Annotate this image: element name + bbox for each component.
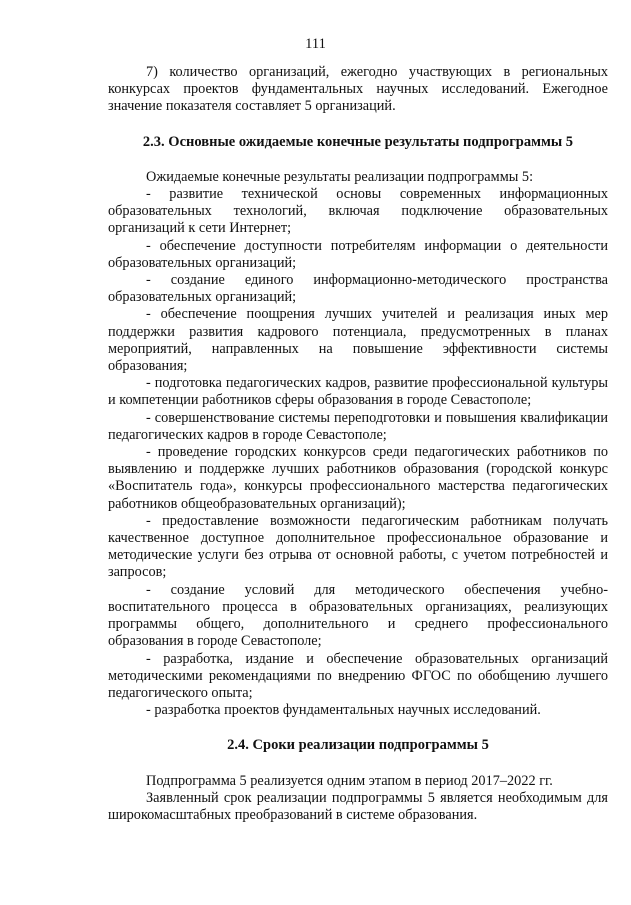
result-item: - обеспечение доступности потребителям информации о деятельности образовательных организаций; bbox=[108, 237, 608, 271]
result-item: - развитие технической основы современных информационных образовательных технологий, включая подключение образовательных организаций к сети Интернет; bbox=[108, 186, 608, 237]
result-item: - подготовка педагогических кадров, развитие профессиональной культуры и компетенции работников сферы образования в городе Севастополе; bbox=[108, 375, 608, 409]
result-item: - обеспечение поощрения лучших учителей и реализация иных мер поддержки развития кадрового потенциала, предусмотренных в планах мероприятий, направленных на повышение эффективности системы образования; bbox=[108, 306, 608, 375]
section-2-4-paragraph: Подпрограмма 5 реализуется одним этапом в период 2017–2022 гг. bbox=[146, 772, 553, 789]
section-2-3-lead: Ожидаемые конечные результаты реализации подпрограммы 5: bbox=[146, 168, 534, 185]
result-item: - разработка, издание и обеспечение образовательных организаций методическими рекомендациями по внедрению ФГОС по обобщению лучшего педагогического опыта; bbox=[108, 650, 608, 701]
result-item: - предоставление возможности педагогическим работникам получать качественное доступное дополнительное профессиональное образование и методические услуги без отрыва от основной работы, с учетом потребностей и запросов; bbox=[108, 512, 608, 581]
result-item: - создание единого информационно-методического пространства образовательных организаций; bbox=[108, 272, 608, 306]
result-item: - совершенствование системы переподготовки и повышения квалификации педагогических кадров в городе Севастополе; bbox=[108, 409, 608, 443]
result-item: - проведение городских конкурсов среди педагогических работников по выявлению и поддержке лучших работников образования (городской конкурс «Воспитатель года», конкурсы профессионального мастерства педагогических работников общеобразовательных организаций); bbox=[108, 444, 608, 512]
result-item: - разработка проектов фундаментальных научных исследований. bbox=[146, 702, 541, 719]
section-2-4-paragraph: Заявленный срок реализации подпрограммы 5 является необходимым для широкомасштабных преобразований в системе образования. bbox=[108, 789, 608, 823]
section-2-4-heading: 2.4. Сроки реализации подпрограммы 5 bbox=[227, 737, 489, 754]
intro-paragraph: 7) количество организаций, ежегодно участвующих в региональных конкурсах проектов фундаментальных научных исследований. Ежегодное значение показателя составляет 5 организаций. bbox=[108, 64, 608, 115]
page-number: 111 bbox=[305, 36, 326, 52]
section-2-3-heading: 2.3. Основные ожидаемые конечные результаты подпрограммы 5 bbox=[142, 133, 574, 150]
result-item: - создание условий для методического обеспечения учебно-воспитательного процесса в образовательных организациях, реализующих программы общего, дополнительного и среднего профессионального образования в городе Севастополе; bbox=[108, 581, 608, 650]
document-body bbox=[108, 64, 608, 824]
